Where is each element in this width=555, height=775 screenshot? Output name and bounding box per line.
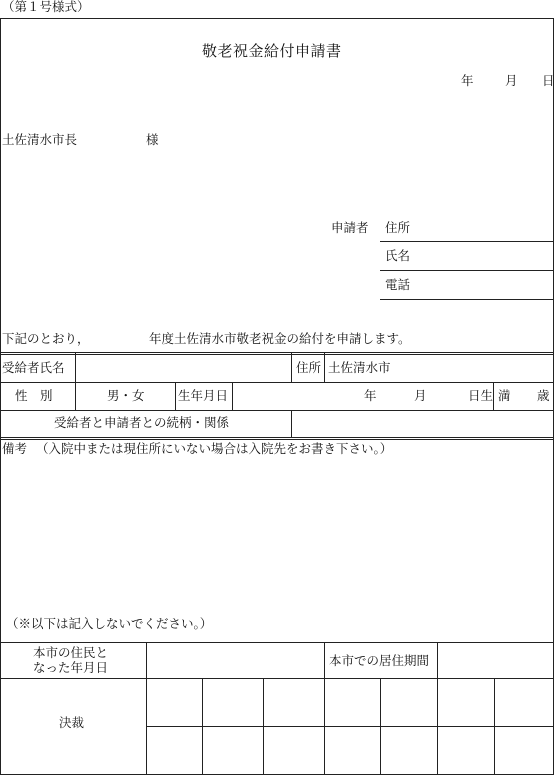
- birth-month-label: 月: [414, 388, 427, 403]
- addressee-honorific: 様: [146, 132, 159, 147]
- applicant-phone-line[interactable]: [380, 299, 554, 300]
- approval-grid-line: [146, 726, 554, 727]
- birth-day-label: 日生: [468, 388, 494, 403]
- applicant-phone-label: 電話: [385, 277, 411, 292]
- resident-date-label-2: なった年月日: [33, 660, 109, 675]
- cell-divider: [232, 382, 233, 410]
- table-line: [0, 410, 554, 411]
- table-line: [0, 439, 554, 440]
- form-number: （第１号様式）: [2, 0, 90, 14]
- frame-top: [0, 18, 554, 19]
- table-line: [0, 352, 554, 353]
- cell-divider: [493, 382, 494, 410]
- cell-divider: [146, 642, 147, 775]
- recipient-address-label: 住所: [296, 360, 322, 375]
- relation-label: 受給者と申請者との続柄・関係: [54, 415, 230, 430]
- applicant-address-line[interactable]: [380, 241, 554, 242]
- cell-divider: [291, 353, 292, 382]
- statement-suffix: 年度土佐清水市敬老祝金の給付を申請します。: [149, 331, 411, 346]
- approval-stamp-divider: [437, 678, 438, 775]
- resident-date-label-1: 本市の住民と: [33, 645, 109, 660]
- cell-divider: [75, 382, 76, 410]
- gender-options[interactable]: 男・女: [107, 388, 145, 403]
- table-line: [0, 354, 554, 355]
- recipient-name-label: 受給者氏名: [2, 360, 65, 375]
- gender-label: 性 別: [15, 388, 53, 403]
- approval-stamp-divider: [324, 678, 325, 775]
- applicant-name-line[interactable]: [380, 270, 554, 271]
- recipient-address-value: 土佐清水市: [328, 360, 391, 375]
- approval-label: 決裁: [59, 715, 85, 730]
- addressee-name: 土佐清水市長: [2, 132, 78, 147]
- frame-left: [0, 18, 1, 775]
- frame-right: [553, 18, 554, 775]
- office-table-top: [0, 642, 554, 643]
- birthdate-label: 生年月日: [178, 388, 229, 403]
- remarks-hint: （入院中または現住所にいない場合は入院先をお書き下さい。）: [36, 441, 393, 456]
- table-line: [0, 437, 554, 438]
- birth-year-label: 年: [364, 388, 377, 403]
- residence-period-label: 本市での居住期間: [329, 653, 430, 668]
- cell-divider: [324, 353, 325, 382]
- cell-divider: [437, 642, 438, 678]
- approval-stamp-divider: [202, 678, 203, 775]
- date-year: 年: [461, 73, 474, 88]
- remarks-label: 備考: [2, 441, 28, 456]
- age-prefix: 満: [498, 388, 511, 403]
- approval-stamp-divider: [380, 678, 381, 775]
- applicant-label: 申請者: [331, 220, 369, 235]
- cell-divider: [324, 642, 325, 678]
- page-title: 敬老祝金給付申請書: [202, 42, 342, 60]
- cell-divider: [175, 382, 176, 410]
- age-suffix: 歳: [537, 388, 550, 403]
- office-note: （※以下は記入しないでください。）: [6, 616, 213, 631]
- approval-stamp-divider: [494, 678, 495, 775]
- applicant-name-label: 氏名: [385, 248, 411, 263]
- office-table-line: [0, 678, 554, 679]
- table-line: [0, 382, 554, 383]
- cell-divider: [75, 353, 76, 382]
- approval-stamp-divider: [263, 678, 264, 775]
- date-month: 月: [505, 73, 518, 88]
- date-day: 日: [542, 73, 555, 88]
- applicant-address-label: 住所: [385, 220, 411, 235]
- statement-prefix: 下記のとおり，: [2, 331, 90, 346]
- cell-divider: [291, 410, 292, 438]
